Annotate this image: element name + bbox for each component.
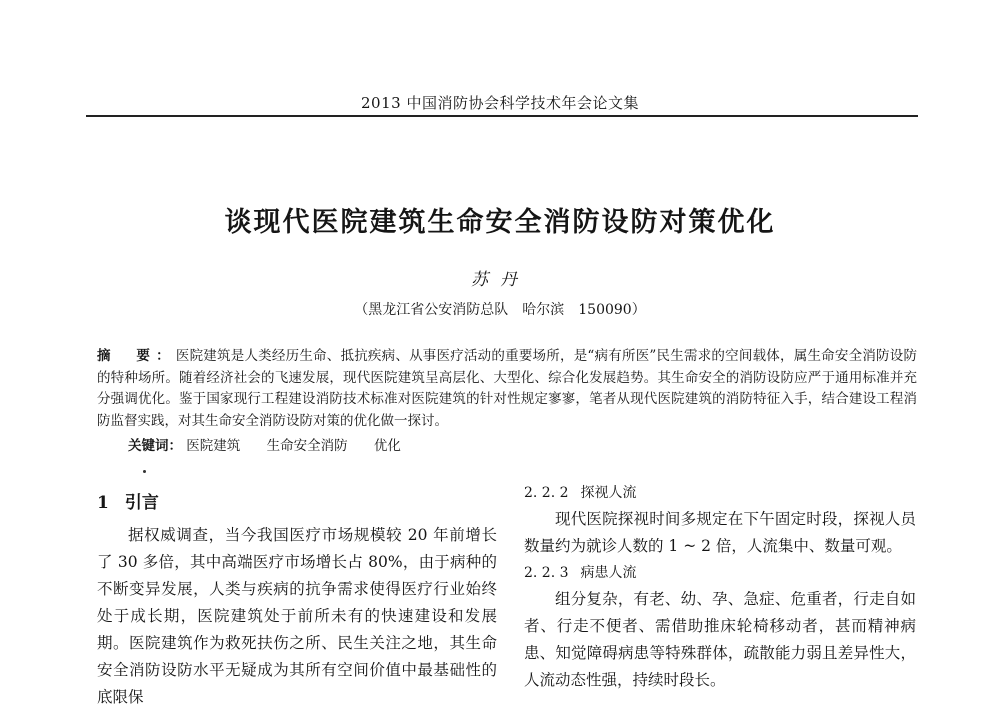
keywords-label: 关键词： <box>128 438 182 454</box>
paper-title: 谈现代医院建筑生命安全消防设防对策优化 <box>224 207 776 238</box>
header-rule <box>86 115 918 117</box>
body-paragraph: 组分复杂，有老、幼、孕、急症、危重者，行走自如者、行走不便者、需借助推床轮椅移动者，甚而精神病患、知觉障碍病患等特殊群体，疏散能力弱且差异性大，人流动态性强，持续时段长。 <box>524 590 916 689</box>
body-paragraph: 据权威调查，当今我国医疗市场规模较 20 年前增长了 30 多倍，其中高端医疗市场增长占 80%，由于病种的不断变异发展，人类与疾病的抗争需求使得医疗行业始终处于成长期，医院建筑处于前所未有的快速建设和发展期。医院建筑作为救死扶伤之所、民生关注之地，其生命安全消防设防水平无疑成为其所有空间价值中最基础性的底限保 <box>97 526 497 706</box>
left-column <box>97 490 497 711</box>
keyword-item: 医院建筑 <box>186 438 241 454</box>
section-heading <box>97 490 497 516</box>
abstract-label: 摘 要： <box>97 348 176 364</box>
keywords-block <box>128 436 908 457</box>
section-number: 1 <box>97 493 109 513</box>
abstract-block <box>97 346 917 432</box>
subsection-title: 探视人流 <box>580 485 637 501</box>
subsection-number: 2. 2. 3 <box>524 565 569 581</box>
section-title: 引言 <box>124 493 159 513</box>
subsection-title: 病患人流 <box>580 565 637 581</box>
subsection-heading <box>524 560 916 586</box>
running-header: 2013 中国消防协会科学技术年会论文集 <box>361 94 639 112</box>
subsection-heading <box>524 480 916 506</box>
author-affiliation: （黑龙江省公安消防总队 哈尔滨 150090） <box>354 302 646 318</box>
keyword-item: 生命安全消防 <box>266 438 348 454</box>
right-column <box>524 480 916 694</box>
abstract-text: 医院建筑是人类经历生命、抵抗疾病、从事医疗活动的重要场所，是“病有所医”民生需求的空间载体，属生命安全消防设防的特种场所。随着经济社会的飞速发展，现代医院建筑呈高层化、大型化、综合化发展趋势。其生命安全的消防设防应严于通用标准并充分强调优化。鉴于国家现行工程建设消防技术标准对医院建筑的针对性规定寥寥，笔者从现代医院建筑的消防特征入手，结合建设工程消防监督实践，对其生命安全消防设防对策的优化做一探讨。 <box>97 348 917 429</box>
scan-artifact-dot <box>143 470 146 473</box>
author-name: 苏丹 <box>471 270 529 290</box>
subsection-number: 2. 2. 2 <box>524 485 569 501</box>
body-paragraph: 现代医院探视时间多规定在下午固定时段，探视人员数量约为就诊人数的 1 ~ 2 倍，人流集中、数量可观。 <box>524 510 916 555</box>
keyword-item: 优化 <box>373 438 401 454</box>
